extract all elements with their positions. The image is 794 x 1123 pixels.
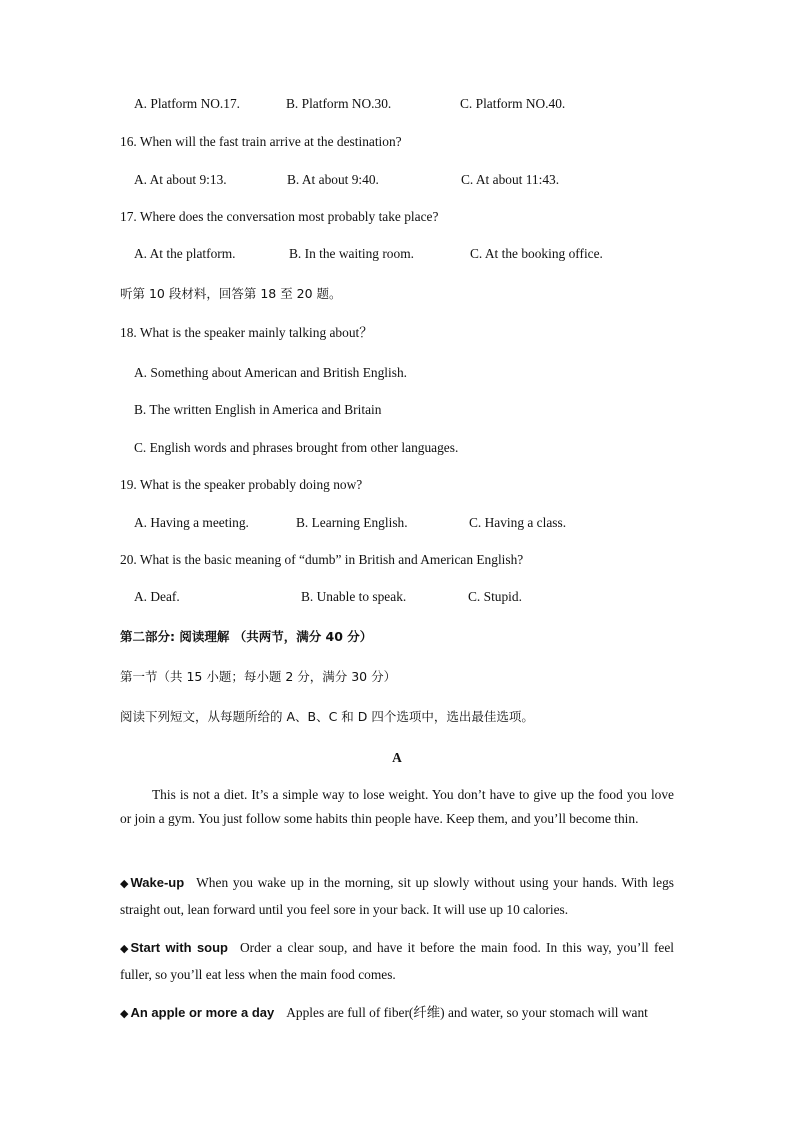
q16-option-a: A. At about 9:13. — [134, 172, 227, 187]
q16-option-c: C. At about 11:43. — [461, 172, 560, 187]
tip-text: When you wake up in the morning, sit up slowly without using your hands. With legs straight out, lean forward until you feel sore in your back. It will use up 10 calories. — [120, 875, 674, 917]
section10-instruction: 听第 10 段材料，回答第 18 至 20 题。 — [120, 286, 342, 301]
q15-option-b: B. Platform NO.30. — [286, 96, 392, 111]
q17-option-b: B. In the waiting room. — [289, 246, 414, 261]
q20-question: 20. What is the basic meaning of “dumb” in British and American English? — [120, 552, 524, 567]
q17-option-a: A. At the platform. — [134, 246, 236, 261]
part2-heading: 第二部分: 阅读理解 （共两节，满分 40 分） — [120, 629, 373, 644]
section1-heading: 第一节（共 15 小题；每小题 2 分，满分 30 分） — [120, 669, 397, 684]
q15-option-c: C. Platform NO.40. — [460, 96, 566, 111]
tip-apple-a-day — [120, 1000, 674, 1027]
tip-wake-up — [120, 870, 674, 923]
q19-option-b: B. Learning English. — [296, 515, 408, 530]
q20-option-c: C. Stupid. — [468, 589, 522, 604]
q19-option-a: A. Having a meeting. — [134, 515, 249, 530]
tip-title: Wake-up — [130, 875, 185, 890]
q16-option-b: B. At about 9:40. — [287, 172, 379, 187]
q17-question: 17. Where does the conversation most probably take place? — [120, 209, 439, 224]
q18-option-b: B. The written English in America and Britain — [134, 402, 382, 417]
q18-question: 18. What is the speaker mainly talking about？ — [120, 325, 373, 340]
passage-label: A — [392, 750, 402, 765]
diamond-bullet-icon: ◆ — [120, 877, 129, 890]
q20-option-a: A. Deaf. — [134, 589, 180, 604]
passage-intro — [120, 783, 674, 831]
q17-option-c: C. At the booking office. — [470, 246, 603, 261]
q18-option-c: C. English words and phrases brought from other languages. — [134, 440, 459, 455]
passage-intro-text: This is not a diet. It’s a simple way to lose weight. You don’t have to give up the food you love or join a gym. You just follow some habits thin people have. Keep them, and you’ll become thin. — [120, 787, 674, 826]
tip-title: Start with soup — [130, 940, 229, 955]
tip-text: Order a clear soup, and have it before the main food. In this way, you’ll feel fuller, so you’ll eat less when the main food comes. — [120, 940, 675, 982]
q20-option-b: B. Unable to speak. — [301, 589, 407, 604]
diamond-bullet-icon: ◆ — [120, 942, 129, 955]
q19-option-c: C. Having a class. — [469, 515, 567, 530]
q16-question: 16. When will the fast train arrive at the destination? — [120, 134, 402, 149]
q15-option-a: A. Platform NO.17. — [134, 96, 241, 111]
q19-question: 19. What is the speaker probably doing now? — [120, 477, 363, 492]
tip-title: An apple or more a day — [130, 1005, 275, 1020]
tip-text: Apples are full of fiber(纤维) and water, so your stomach will want — [286, 1005, 648, 1020]
tip-start-with-soup — [120, 935, 674, 988]
diamond-bullet-icon: ◆ — [120, 1007, 129, 1020]
q18-option-a: A. Something about American and British English. — [134, 365, 407, 380]
reading-instruction: 阅读下列短文，从每题所给的 A、B、C 和 D 四个选项中，选出最佳选项。 — [120, 709, 534, 724]
